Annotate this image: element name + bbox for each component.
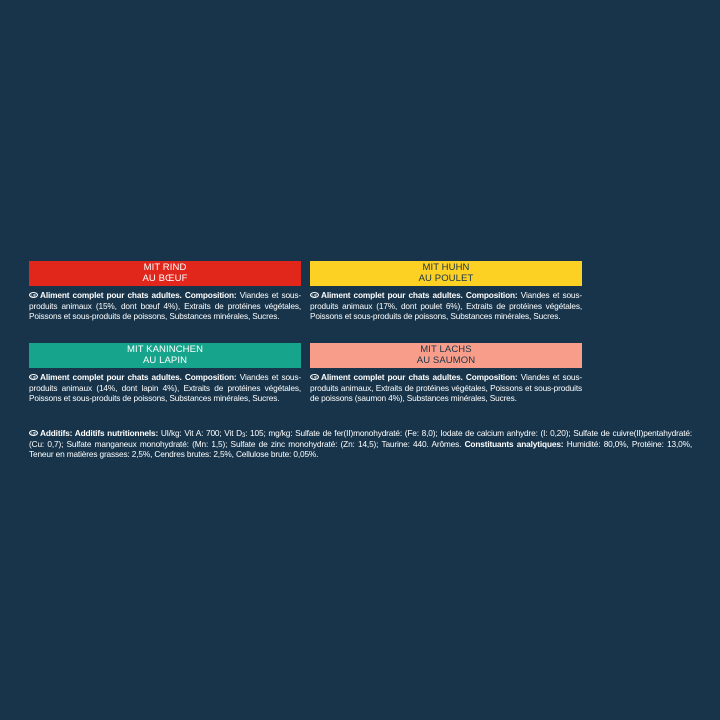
product-card-rabbit — [29, 343, 301, 404]
eu-mark-icon: UE — [311, 292, 318, 298]
eu-mark-icon: UE — [311, 374, 318, 380]
flavor-band-rabbit — [29, 343, 301, 368]
flavor-title-de: MIT HUHN — [422, 262, 470, 273]
flavor-title-fr: AU SAUMON — [416, 354, 476, 366]
composition-text — [310, 372, 582, 404]
composition-body: Viandes et sous-produits animaux (17%, dont poulet 6%), Extraits de protéines végétales, Poissons et sous-produits de poissons, Substances minérales, Sucres. — [310, 290, 582, 322]
composition-lead: Aliment complet pour chats adultes. Composition: — [321, 372, 518, 382]
analytic-body: Humidité: 80,0%, Protéine: 13,0%, Teneur en matières grasses: 2,5%, Cendres brutes: 2,5%, Cellulose brute: 0,05%. — [29, 438, 693, 460]
flavor-band-chicken — [310, 261, 582, 286]
flavor-title-de: MIT RIND — [143, 262, 187, 273]
vitamin-d-subscript: 3 — [241, 433, 246, 439]
flavor-band-salmon — [310, 343, 582, 368]
flavor-title-de: MIT KANINCHEN — [126, 344, 204, 355]
product-card-salmon — [310, 343, 582, 404]
composition-lead: Aliment complet pour chats adultes. Composition: — [40, 290, 237, 300]
composition-text — [29, 372, 301, 404]
eu-mark-icon: UE — [30, 430, 37, 436]
composition-body: Viandes et sous-produits animaux, Extraits de protéines végétales, Poissons et sous-produits de poissons (saumon 4%), Substances minérales, Sucres. — [310, 372, 582, 404]
flavor-title-fr: AU LAPIN — [142, 354, 188, 366]
product-card-beef — [29, 261, 301, 322]
additives-lead: Additifs: Additifs nutritionnels: — [40, 428, 159, 438]
flavor-title-fr: AU BŒUF — [142, 272, 188, 284]
composition-lead: Aliment complet pour chats adultes. Composition: — [321, 290, 518, 300]
composition-text — [29, 290, 301, 322]
additives-part2: : 105; mg/kg: Sulfate de fer(II)monohydraté: (Fe: 8,0); Iodate de calcium anhydre: (I: 0,20); Sulfate de cuivre(II)pentahydraté: (Cu: 0,7); Sulfate manganeux monohydraté: (Mn: 1,5); Sulfate de zinc monohydraté: (Zn: 14,5); Taurine: 440. Arômes. — [29, 428, 693, 449]
eu-mark-icon: UE — [30, 292, 37, 298]
product-card-chicken — [310, 261, 582, 322]
composition-lead: Aliment complet pour chats adultes. Composition: — [40, 372, 237, 382]
composition-text — [310, 290, 582, 322]
eu-mark-icon: UE — [30, 374, 37, 380]
composition-body: Viandes et sous-produits animaux (15%, dont bœuf 4%), Extraits de protéines végétales, Poissons et sous-produits de poissons, Substances minérales, Sucres. — [29, 290, 301, 322]
flavor-title-fr: AU POULET — [418, 272, 474, 284]
additives-paragraph — [29, 428, 692, 460]
flavor-title-de: MIT LACHS — [420, 344, 472, 355]
additives-part1: UI/kg: Vit A: 700; Vit D — [160, 428, 242, 438]
flavor-band-beef — [29, 261, 301, 286]
composition-body: Viandes et sous-produits animaux (14%, dont lapin 4%), Extraits de protéines végétales, Poissons et sous-produits de poissons, Substances minérales, Sucres. — [29, 372, 301, 404]
analytic-lead: Constituants analytiques: — [464, 438, 564, 449]
